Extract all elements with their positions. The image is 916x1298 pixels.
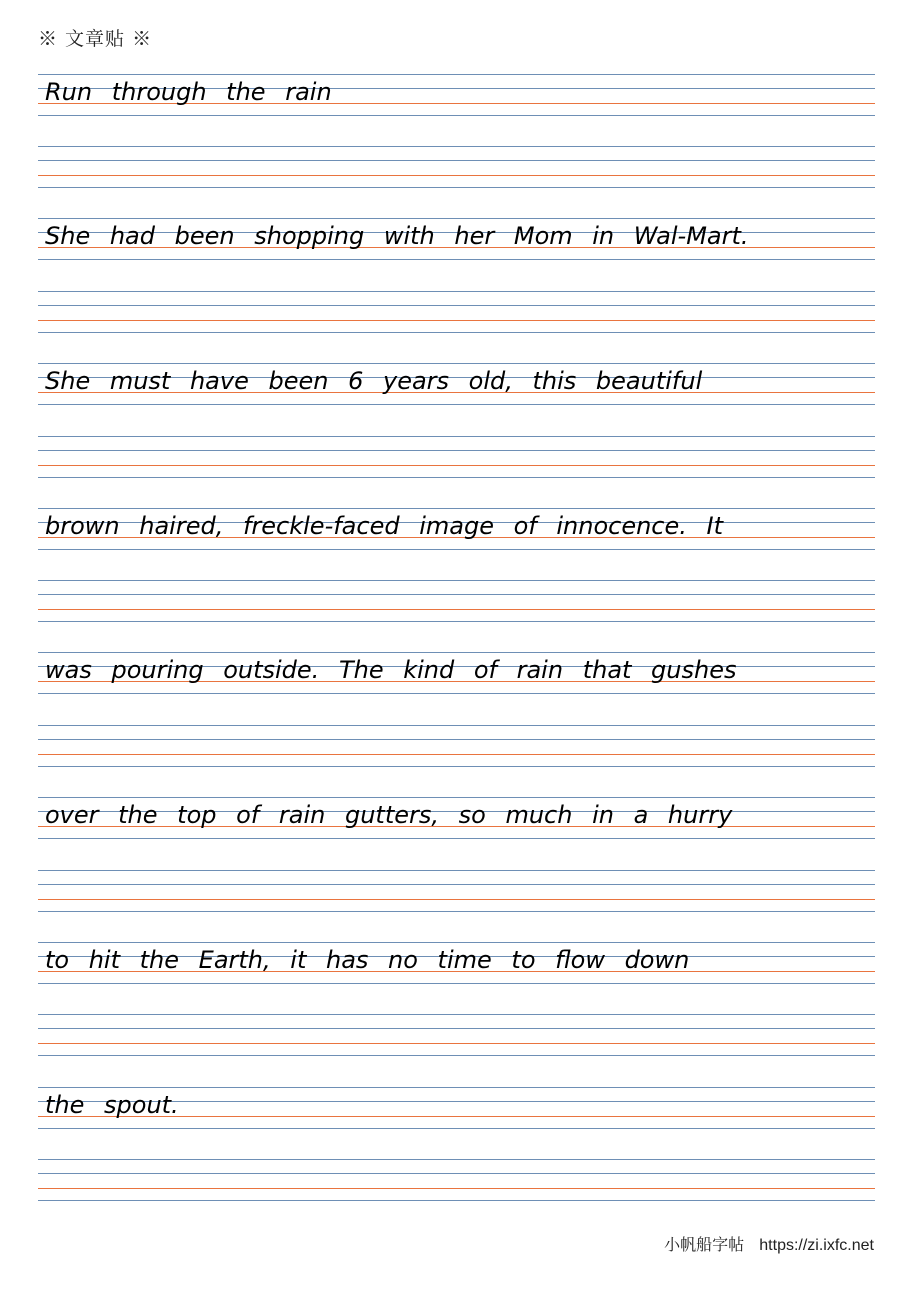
bottom-guide-line	[38, 693, 875, 694]
top-guide-line	[38, 436, 875, 437]
writing-row	[38, 652, 875, 724]
writing-row	[38, 218, 875, 290]
upper-guide-line	[38, 1028, 875, 1029]
upper-guide-line	[38, 884, 875, 885]
bottom-guide-line	[38, 1200, 875, 1201]
bottom-guide-line	[38, 1055, 875, 1056]
baseline	[38, 175, 875, 176]
page-title: ※ 文章贴 ※	[38, 28, 153, 50]
top-guide-line	[38, 1159, 875, 1160]
footer-brand: 小帆船字帖	[664, 1235, 745, 1254]
copy-text: Run through the rain	[45, 78, 332, 106]
copy-text: was pouring outside. The kind of rain that gushes	[45, 656, 737, 684]
copy-text: over the top of rain gutters, so much in a hurry	[45, 801, 733, 829]
top-guide-line	[38, 1014, 875, 1015]
top-guide-line	[38, 363, 875, 364]
copy-text: the spout.	[45, 1091, 179, 1119]
upper-guide-line	[38, 1173, 875, 1174]
top-guide-line	[38, 580, 875, 581]
writing-row	[38, 797, 875, 869]
top-guide-line	[38, 74, 875, 75]
upper-guide-line	[38, 739, 875, 740]
bottom-guide-line	[38, 983, 875, 984]
writing-row	[38, 508, 875, 580]
baseline	[38, 754, 875, 755]
top-guide-line	[38, 218, 875, 219]
top-guide-line	[38, 146, 875, 147]
upper-guide-line	[38, 594, 875, 595]
bottom-guide-line	[38, 187, 875, 188]
writing-row	[38, 363, 875, 435]
writing-row	[38, 1087, 875, 1159]
copybook-sheet	[38, 0, 875, 1298]
top-guide-line	[38, 870, 875, 871]
writing-row	[38, 436, 875, 508]
copy-text: to hit the Earth, it has no time to flow down	[45, 946, 690, 974]
writing-row	[38, 146, 875, 218]
writing-row	[38, 74, 875, 146]
top-guide-line	[38, 1087, 875, 1088]
bottom-guide-line	[38, 115, 875, 116]
top-guide-line	[38, 725, 875, 726]
baseline	[38, 465, 875, 466]
writing-row	[38, 942, 875, 1014]
writing-row	[38, 870, 875, 942]
top-guide-line	[38, 652, 875, 653]
writing-row	[38, 1159, 875, 1231]
upper-guide-line	[38, 450, 875, 451]
upper-guide-line	[38, 305, 875, 306]
bottom-guide-line	[38, 477, 875, 478]
writing-row	[38, 580, 875, 652]
baseline	[38, 1188, 875, 1189]
bottom-guide-line	[38, 549, 875, 550]
copy-text: She must have been 6 years old, this beautiful	[45, 367, 703, 395]
footer-url-link[interactable]: https://zi.ixfc.net	[759, 1237, 874, 1254]
bottom-guide-line	[38, 1128, 875, 1129]
writing-row	[38, 725, 875, 797]
upper-guide-line	[38, 160, 875, 161]
baseline	[38, 1043, 875, 1044]
baseline	[38, 609, 875, 610]
baseline	[38, 320, 875, 321]
writing-row	[38, 1014, 875, 1086]
bottom-guide-line	[38, 404, 875, 405]
top-guide-line	[38, 508, 875, 509]
bottom-guide-line	[38, 766, 875, 767]
bottom-guide-line	[38, 911, 875, 912]
footer	[664, 1232, 874, 1255]
bottom-guide-line	[38, 838, 875, 839]
bottom-guide-line	[38, 259, 875, 260]
writing-row	[38, 291, 875, 363]
copy-text: brown haired, freckle-faced image of innocence. It	[45, 512, 724, 540]
top-guide-line	[38, 797, 875, 798]
bottom-guide-line	[38, 621, 875, 622]
baseline	[38, 899, 875, 900]
top-guide-line	[38, 942, 875, 943]
bottom-guide-line	[38, 332, 875, 333]
copy-text: She had been shopping with her Mom in Wal-Mart.	[45, 222, 749, 250]
top-guide-line	[38, 291, 875, 292]
